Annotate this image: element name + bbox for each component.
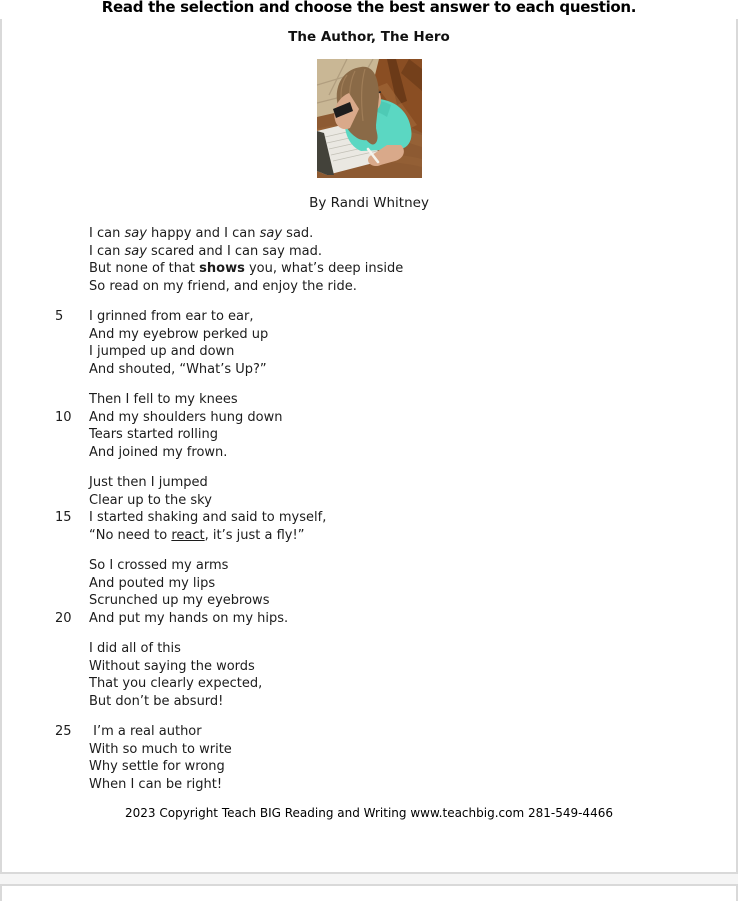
line-number xyxy=(55,391,89,409)
line-number xyxy=(55,426,89,444)
line-text: I can say scared and I can say mad. xyxy=(89,243,322,259)
line-text: Why settle for wrong xyxy=(89,759,225,774)
line-text: But don’t be absurd! xyxy=(89,693,224,709)
line-number xyxy=(55,278,89,296)
line-number xyxy=(55,658,89,676)
line-number xyxy=(55,640,89,658)
line-number xyxy=(55,527,89,545)
line-text: And shouted, “What’s Up?” xyxy=(89,361,267,377)
poem-line xyxy=(55,225,736,243)
line-text: I grinned from ear to ear, xyxy=(89,309,254,324)
line-number xyxy=(55,326,89,344)
poem-line xyxy=(55,509,736,527)
line-number: 5 xyxy=(55,309,64,324)
line-number xyxy=(55,741,89,759)
line-number xyxy=(55,474,89,492)
line-text: Then I fell to my knees xyxy=(89,392,238,407)
card-gap xyxy=(0,874,738,884)
poem-line xyxy=(55,243,736,261)
poem-line xyxy=(55,343,736,361)
line-number: 15 xyxy=(55,510,72,525)
poem-line xyxy=(55,557,736,575)
line-number xyxy=(55,225,89,243)
line-text: That you clearly expected, xyxy=(89,676,263,691)
byline: By Randi Whitney xyxy=(309,195,429,211)
line-text: And pouted my lips xyxy=(89,575,216,591)
poem-line xyxy=(55,278,736,296)
line-number: 25 xyxy=(55,724,72,739)
passage-photo xyxy=(317,59,422,178)
line-text: I can say happy and I can say sad. xyxy=(89,226,314,241)
line-number xyxy=(55,693,89,711)
line-number xyxy=(55,592,89,610)
poem-line xyxy=(55,391,736,409)
instruction-heading: Read the selection and choose the best answer to each question. xyxy=(101,0,637,16)
line-number xyxy=(55,492,89,510)
poem-line xyxy=(55,693,736,711)
line-text: Tears started rolling xyxy=(89,427,218,442)
line-text: I’m a real author xyxy=(89,724,202,739)
line-text: I jumped up and down xyxy=(89,344,235,359)
line-text: And joined my frown. xyxy=(89,444,228,460)
line-number xyxy=(55,557,89,575)
poem-line xyxy=(55,474,736,492)
line-text: And my shoulders hung down xyxy=(89,409,283,425)
poem-line xyxy=(55,640,736,658)
poem xyxy=(2,225,736,793)
poem-line xyxy=(55,658,736,676)
line-number xyxy=(55,343,89,361)
line-number xyxy=(55,361,89,379)
poem-line xyxy=(55,308,736,326)
poem-line xyxy=(55,492,736,510)
passage-card xyxy=(0,19,738,874)
poem-line xyxy=(55,592,736,610)
line-text: Just then I jumped xyxy=(89,475,208,490)
line-text: Scrunched up my eyebrows xyxy=(89,593,270,608)
line-number: 20 xyxy=(55,610,72,626)
line-text: So I crossed my arms xyxy=(89,558,229,573)
stanza xyxy=(55,557,736,627)
line-number xyxy=(55,444,89,462)
line-text: I started shaking and said to myself, xyxy=(89,510,327,525)
poem-line xyxy=(55,260,736,278)
poem-line xyxy=(55,426,736,444)
stanza xyxy=(55,723,736,793)
line-number xyxy=(55,575,89,593)
line-number xyxy=(55,675,89,693)
poem-line xyxy=(55,610,736,628)
line-number xyxy=(55,243,89,261)
line-text: With so much to write xyxy=(89,741,232,757)
poem-line xyxy=(55,444,736,462)
stanza xyxy=(55,474,736,544)
poem-line xyxy=(55,758,736,776)
copyright-footer: 2023 Copyright Teach BIG Reading and Writing www.teachbig.com 281-549-4466 xyxy=(125,806,613,820)
line-number xyxy=(55,758,89,776)
line-text: And put my hands on my hips. xyxy=(89,610,289,626)
girl-writing-photo-illustration xyxy=(317,59,422,178)
stanza xyxy=(55,640,736,710)
stanza xyxy=(55,391,736,461)
poem-line xyxy=(55,361,736,379)
line-text: Clear up to the sky xyxy=(89,492,212,508)
poem-line xyxy=(55,326,736,344)
line-text: When I can be right! xyxy=(89,776,223,792)
poem-line xyxy=(55,741,736,759)
poem-line xyxy=(55,776,736,794)
stanza xyxy=(55,225,736,295)
line-text: I did all of this xyxy=(89,641,181,656)
line-number xyxy=(55,776,89,794)
poem-line xyxy=(55,409,736,427)
poem-line xyxy=(55,723,736,741)
line-number: 10 xyxy=(55,409,72,425)
line-text: “No need to react, it’s just a fly!” xyxy=(89,527,305,543)
poem-line xyxy=(55,675,736,693)
line-text: So read on my friend, and enjoy the ride. xyxy=(89,278,357,294)
stanza xyxy=(55,308,736,378)
poem-line xyxy=(55,575,736,593)
line-text: Without saying the words xyxy=(89,658,255,674)
poem-line xyxy=(55,527,736,545)
line-number xyxy=(55,260,89,278)
line-text: But none of that shows you, what’s deep inside xyxy=(89,261,404,276)
line-text: And my eyebrow perked up xyxy=(89,326,269,342)
next-section-card xyxy=(0,884,738,901)
passage-title: The Author, The Hero xyxy=(288,29,450,45)
